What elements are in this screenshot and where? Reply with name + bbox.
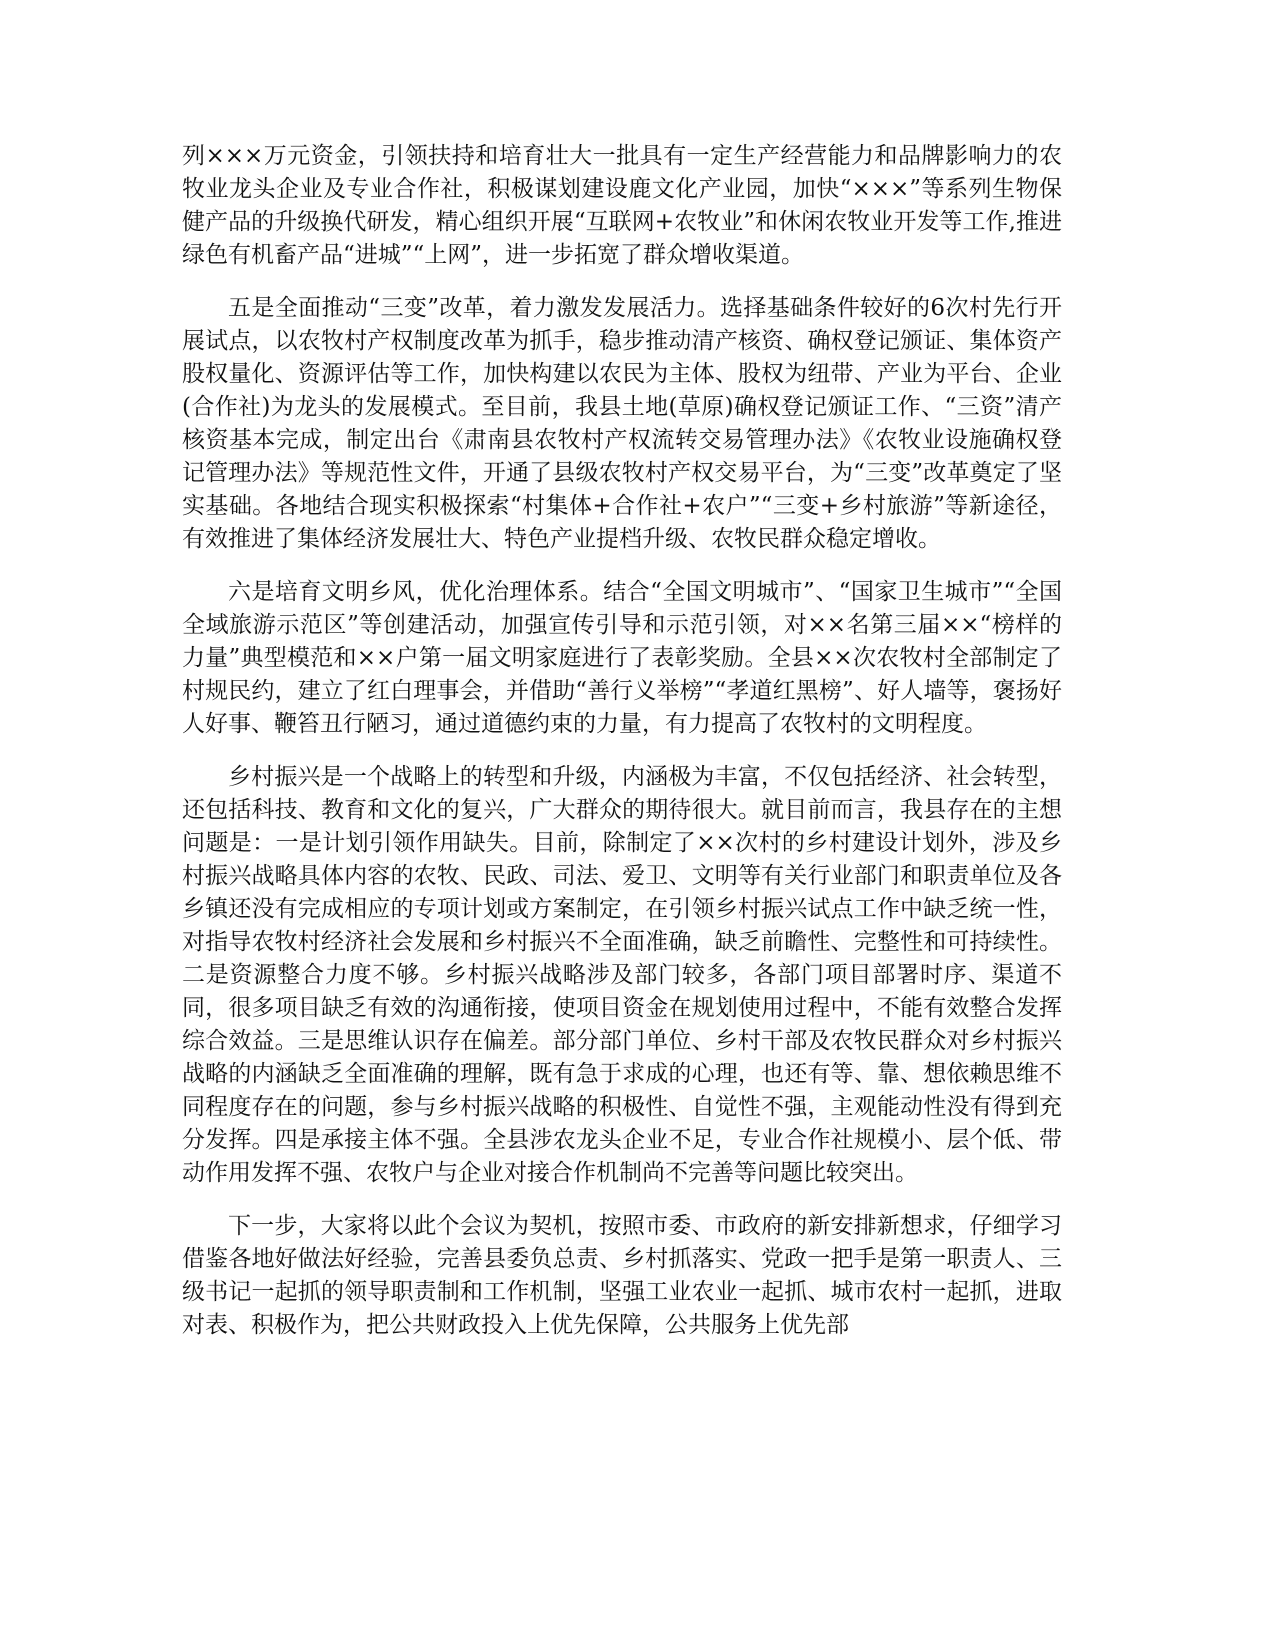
paragraph-main-problems: 乡村振兴是一个战略上的转型和升级，内涵极为丰富，不仅包括经济、社会转型，还包括科技、教育和文化的复兴，广大群众的期待很大。就目前而言，我县存在的主想问题是：一是计划引领作用缺失。目前，除制定了××次村的乡村建设计划外，涉及乡村振兴战略具体内容的农牧、民政、司法、爱卫、文明等有关行业部门和职责单位及各乡镇还没有完成相应的专项计划或方案制定，在引领乡村振兴试点工作中缺乏统一性，对指导农牧村经济社会发展和乡村振兴不全面准确，缺乏前瞻性、完整性和可持续性。二是资源整合力度不够。乡村振兴战略涉及部门较多，各部门项目部署时序、渠道不同，很多项目缺乏有效的沟通衔接，使项目资金在规划使用过程中，不能有效整合发挥综合效益。三是思维认识存在偏差。部分部门单位、乡村干部及农牧民群众对乡村振兴战略的内涵缺乏全面准确的理解，既有急于求成的心理，也还有等、靠、想依赖思维不同程度存在的问题，参与乡村振兴战略的积极性、自觉性不强，主观能动性没有得到充分发挥。四是承接主体不强。全县涉农龙头企业不足，专业合作社规模小、层个低、带动作用发挥不强、农牧户与企业对接合作机制尚不完善等问题比较突出。 bbox=[182, 764, 1062, 1186]
document-page bbox=[182, 140, 1062, 1362]
paragraph-continued: 列×××万元资金，引领扶持和培育壮大一批具有一定生产经营能力和品牌影响力的农牧业龙头企业及专业合作社，积极谋划建设鹿文化产业园，加快“×××”等系列生物保健产品的升级换代研发，精心组织开展“互联网+农牧业”和休闲农牧业开发等工作,推进绿色有机畜产品“进城”“上网”，进一步拓宽了群众增收渠道。 bbox=[182, 143, 1062, 268]
paragraph-next-steps: 下一步，大家将以此个会议为契机，按照市委、市政府的新安排新想求，仔细学习借鉴各地好做法好经验，完善县委负总责、乡村抓落实、党政一把手是第一职责人、三级书记一起抓的领导职责制和工作机制，坚强工业农业一起抓、城市农村一起抓，进取对表、积极作为，把公共财政投入上优先保障，公共服务上优先部 bbox=[182, 1213, 1062, 1338]
paragraph-civilized-customs: 六是培育文明乡风，优化治理体系。结合“全国文明城市”、“国家卫生城市”“全国全域旅游示范区”等创建活动，加强宣传引导和示范引领，对××名第三届××“榜样的力量”典型模范和××户第一届文明家庭进行了表彰奖励。全县××次农牧村全部制定了村规民约，建立了红白理事会，并借助“善行义举榜”“孝道红黑榜”、好人墙等，褒扬好人好事、鞭笞丑行陋习，通过道德约束的力量，有力提高了农牧村的文明程度。 bbox=[182, 579, 1062, 737]
paragraph-three-changes-reform: 五是全面推动“三变”改革，着力激发发展活力。选择基础条件较好的6次村先行开展试点，以农牧村产权制度改革为抓手，稳步推动清产核资、确权登记颁证、集体资产股权量化、资源评估等工作，加快构建以农民为主体、股权为纽带、产业为平台、企业(合作社)为龙头的发展模式。至目前，我县土地(草原)确权登记颁证工作、“三资”清产核资基本完成，制定出台《肃南县农牧村产权流转交易管理办法》《农牧业设施确权登记管理办法》等规范性文件，开通了县级农牧村产权交易平台，为“三变”改革奠定了坚实基础。各地结合现实积极探索“村集体+合作社+农户”“三变+乡村旅游”等新途径，有效推进了集体经济发展壮大、特色产业提档升级、农牧民群众稳定增收。 bbox=[182, 295, 1062, 552]
